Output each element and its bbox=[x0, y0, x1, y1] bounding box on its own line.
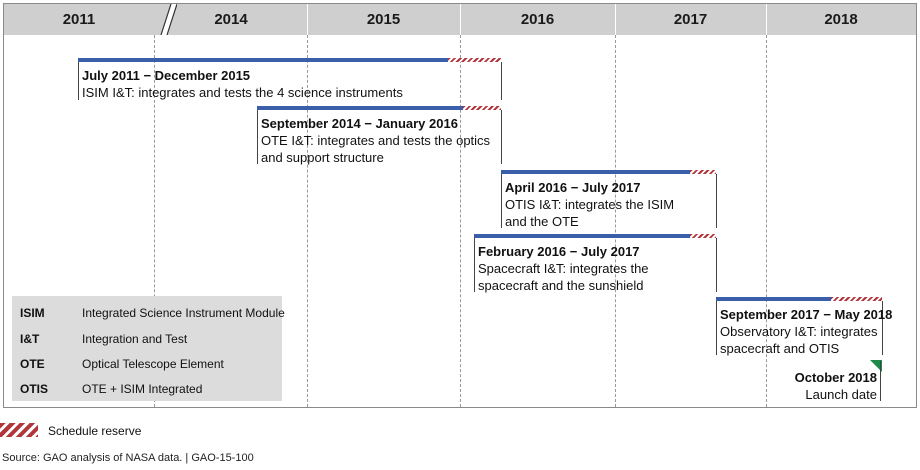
activity-dates: July 2011 − December 2015 bbox=[82, 68, 251, 83]
activity-otis bbox=[505, 179, 695, 230]
activity-description: Observatory I&T: integrates spacecraft and OTIS bbox=[720, 324, 878, 356]
year-label: 2017 bbox=[673, 11, 708, 28]
abbreviation: ISIM bbox=[20, 306, 45, 320]
activity-ote bbox=[261, 115, 506, 166]
activity-description: ISIM I&T: integrates and tests the 4 science instruments bbox=[82, 85, 403, 100]
activity-dates: September 2014 − January 2016 bbox=[261, 116, 458, 131]
abbreviation: OTE bbox=[20, 357, 45, 371]
abbreviation-row bbox=[20, 306, 285, 320]
activity-description: Spacecraft I&T: integrates the spacecraft and the sunshield bbox=[478, 261, 649, 293]
activity-dates: September 2017 − May 2018 bbox=[720, 307, 893, 322]
abbreviation-row bbox=[20, 357, 280, 371]
activity-description: OTE I&T: integrates and tests the optics and support structure bbox=[261, 133, 491, 165]
abbreviation: I&T bbox=[20, 332, 40, 346]
activity-isim bbox=[82, 67, 482, 101]
abbreviation-row bbox=[20, 382, 280, 396]
year-label: 2016 bbox=[520, 11, 555, 28]
activity-description: OTIS I&T: integrates the ISIM and the OTE bbox=[505, 197, 675, 229]
abbreviation-legend bbox=[12, 296, 285, 401]
year-label: 2011 bbox=[62, 11, 96, 28]
abbreviation-definition: OTE + ISIM Integrated bbox=[82, 382, 203, 396]
abbreviation-definition: Integrated Science Instrument Module bbox=[82, 306, 285, 320]
launch-line bbox=[880, 361, 881, 401]
schedule-reserve-label: Schedule reserve bbox=[48, 424, 142, 438]
abbreviation-definition: Integration and Test bbox=[82, 332, 188, 346]
activity-dates: February 2016 − July 2017 bbox=[478, 244, 640, 259]
abbreviation: OTIS bbox=[20, 382, 49, 396]
abbreviation-row bbox=[20, 332, 280, 346]
launch-date bbox=[764, 369, 877, 403]
schedule-reserve-swatch bbox=[0, 423, 38, 437]
abbreviation-definition: Optical Telescope Element bbox=[82, 357, 224, 371]
axis-break-icon bbox=[147, 4, 177, 35]
timeline-frame bbox=[3, 3, 917, 408]
year-label: 2015 bbox=[366, 11, 401, 28]
year-label: 2014 bbox=[214, 11, 248, 28]
source-note: Source: GAO analysis of NASA data. | GAO-15-100 bbox=[2, 452, 254, 464]
year-header bbox=[4, 4, 916, 35]
activity-spacecraft bbox=[478, 243, 678, 294]
year-label: 2018 bbox=[824, 11, 858, 28]
launch-description: Launch date bbox=[805, 387, 877, 402]
activity-dates: April 2016 − July 2017 bbox=[505, 180, 641, 195]
launch-title: October 2018 bbox=[794, 370, 877, 385]
activity-observatory bbox=[720, 306, 910, 357]
